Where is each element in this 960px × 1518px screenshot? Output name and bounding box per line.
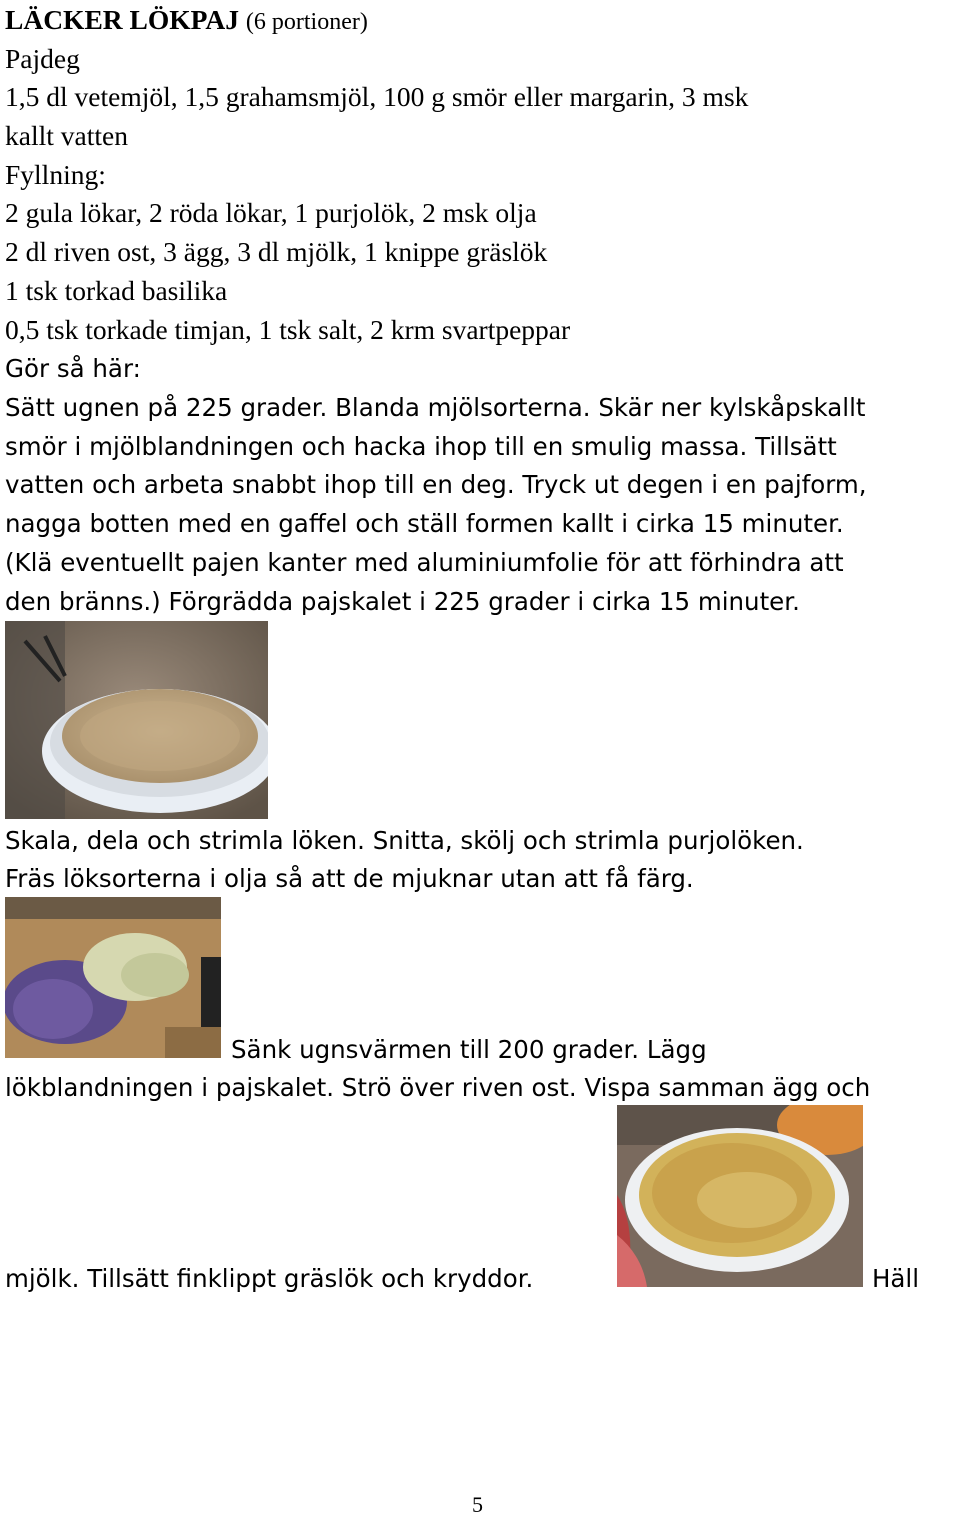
step-1-line-6: den bränns.) Förgrädda pajskalet i 225 grader i cirka 15 minuter. bbox=[5, 587, 800, 616]
dough-heading: Pajdeg bbox=[5, 43, 80, 74]
step-2-line-1: Skala, dela och strimla löken. Snitta, skölj och strimla purjolöken. bbox=[5, 826, 804, 855]
step-1-line-2: smör i mjölblandningen och hacka ihop till en smulig massa. Tillsätt bbox=[5, 432, 837, 461]
step-1-line-1: Sätt ugnen på 225 grader. Blanda mjölsorterna. Skär ner kylskåpskallt bbox=[5, 393, 866, 422]
step-1-line-3: vatten och arbeta snabbt ihop till en deg. Tryck ut degen i en pajform, bbox=[5, 470, 867, 499]
photo-pie-crust bbox=[5, 621, 268, 819]
page-number: 5 bbox=[472, 1492, 483, 1517]
recipe-title: LÄCKER LÖKPAJ (6 portioner) bbox=[5, 4, 368, 35]
photo-baked-pie bbox=[617, 1105, 863, 1287]
method-heading: Gör så här: bbox=[5, 354, 141, 383]
step-3-line-1: Sänk ugnsvärmen till 200 grader. Lägg bbox=[231, 1035, 707, 1064]
portions-note: (6 portioner) bbox=[245, 9, 368, 35]
photo-chopped-onions bbox=[5, 897, 221, 1058]
dough-ingredients-line-2: kallt vatten bbox=[5, 120, 128, 151]
step-2-line-2: Fräs löksorterna i olja så att de mjuknar utan att få färg. bbox=[5, 864, 694, 893]
step-3-line-4: Häll bbox=[872, 1264, 920, 1293]
step-3-line-3: mjölk. Tillsätt finklippt gräslök och kryddor. bbox=[5, 1264, 534, 1293]
filling-ingredients-line-4: 0,5 tsk torkade timjan, 1 tsk salt, 2 krm svartpeppar bbox=[5, 314, 571, 345]
step-1-line-4: nagga botten med en gaffel och ställ formen kallt i cirka 15 minuter. bbox=[5, 509, 844, 538]
filling-heading: Fyllning: bbox=[5, 159, 106, 190]
filling-ingredients-line-2: 2 dl riven ost, 3 ägg, 3 dl mjölk, 1 knippe gräslök bbox=[5, 236, 548, 267]
filling-ingredients-line-1: 2 gula lökar, 2 röda lökar, 1 purjolök, 2 msk olja bbox=[5, 197, 537, 228]
step-3-line-2: lökblandningen i pajskalet. Strö över riven ost. Vispa samman ägg och bbox=[5, 1073, 871, 1102]
filling-ingredients-line-3: 1 tsk torkad basilika bbox=[5, 275, 228, 306]
dough-ingredients-line-1: 1,5 dl vetemjöl, 1,5 grahamsmjöl, 100 g smör eller margarin, 3 msk bbox=[5, 81, 749, 112]
step-1-line-5: (Klä eventuellt pajen kanter med aluminiumfolie för att förhindra att bbox=[5, 548, 844, 577]
